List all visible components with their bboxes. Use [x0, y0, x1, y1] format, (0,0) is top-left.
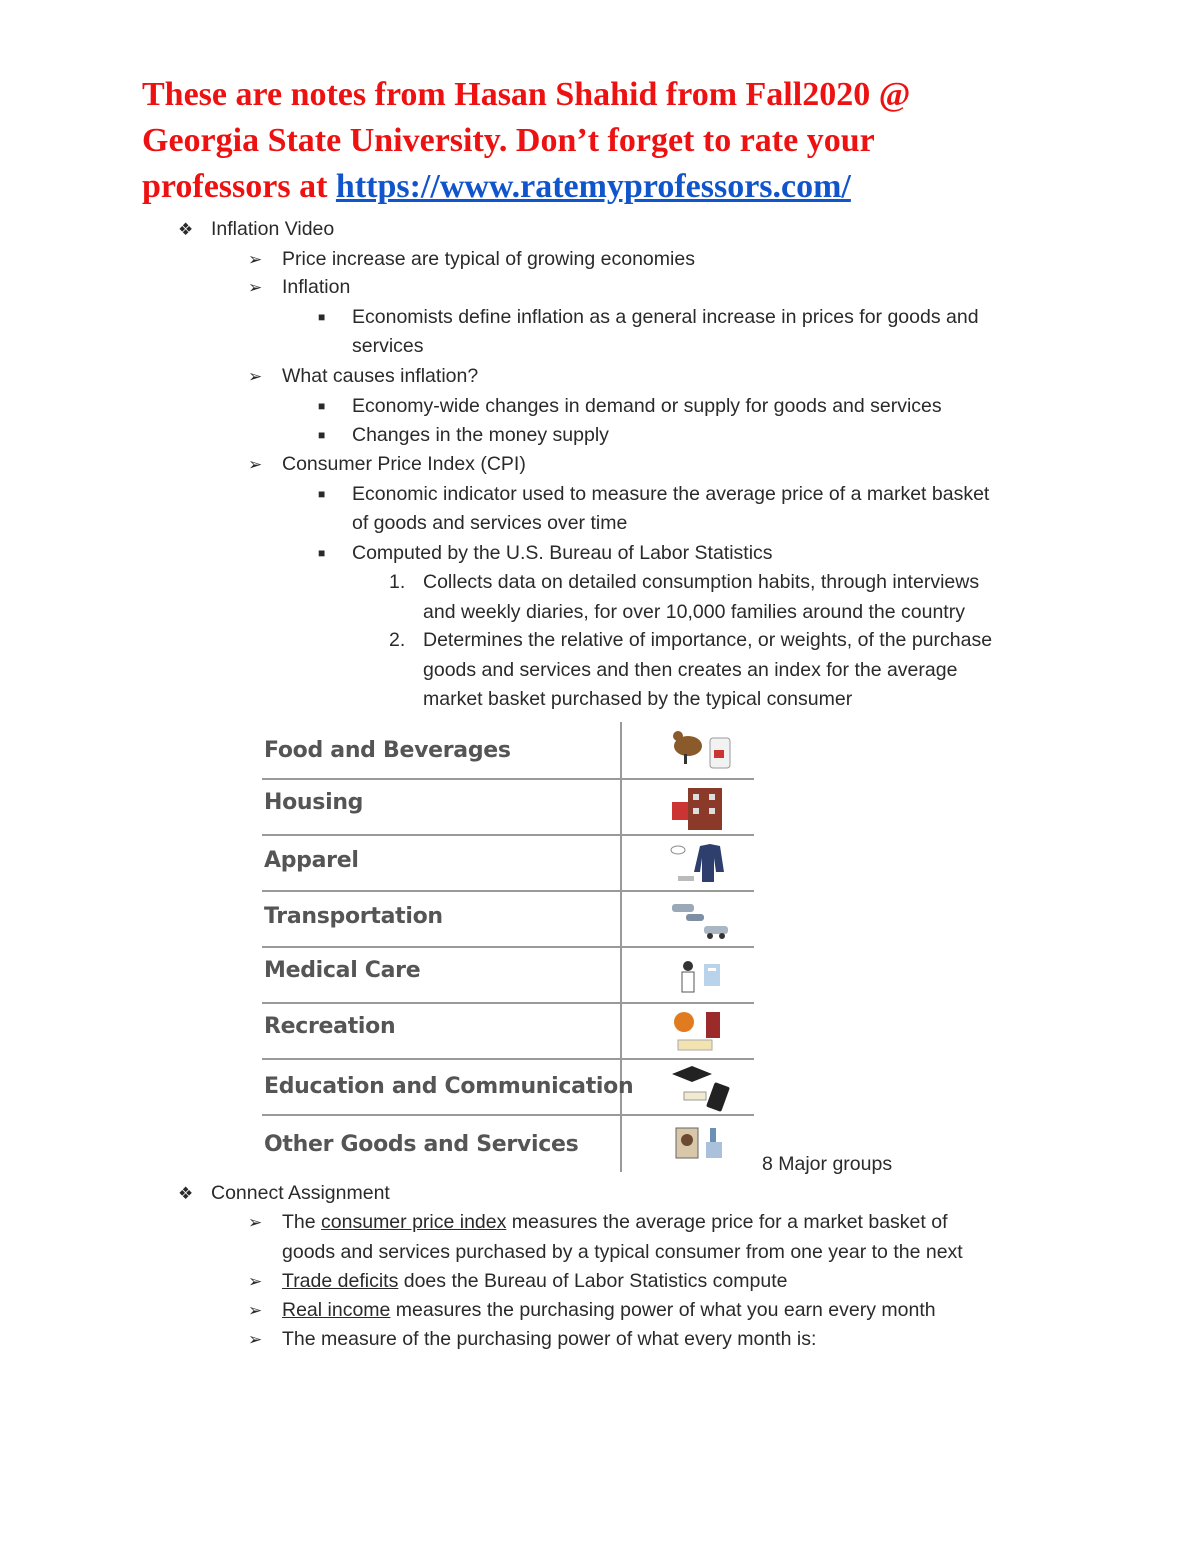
arrow-bullet-icon: ➢	[248, 1301, 263, 1320]
step-2-line-2: goods and services and then creates an index for the average	[423, 659, 958, 681]
step-2-line-1: Determines the relative of importance, or weights, of the purchase	[423, 629, 993, 651]
item-cause-2: Changes in the money supply	[352, 424, 609, 446]
transport-icon	[666, 894, 746, 944]
education-icon	[666, 1064, 746, 1114]
answer-2-post: does the Bureau of Labor Statistics compute	[398, 1270, 788, 1292]
header-line-3-prefix: professors at	[142, 168, 336, 205]
group-label: Transportation	[264, 904, 443, 929]
answer-4: The measure of the purchasing power of what every month is:	[282, 1328, 817, 1350]
arrow-bullet-icon: ➢	[248, 250, 263, 269]
group-label: Medical Care	[264, 958, 421, 983]
item-inflation: Inflation	[282, 276, 351, 298]
group-label: Food and Beverages	[264, 738, 511, 763]
arrow-bullet-icon: ➢	[248, 1330, 263, 1349]
arrow-bullet-icon: ➢	[248, 278, 263, 297]
section-connect-assignment: Connect Assignment	[211, 1182, 390, 1204]
table-row	[258, 892, 754, 948]
square-bullet-icon: ■	[318, 487, 326, 501]
recreation-icon	[666, 1006, 746, 1056]
group-label: Apparel	[264, 848, 359, 873]
section-inflation-video: Inflation Video	[211, 218, 335, 240]
answer-1-post: measures the average price for a market basket of	[506, 1211, 948, 1233]
food-icon	[666, 724, 746, 774]
answer-1-line-1	[282, 1208, 948, 1238]
answer-1-pre: The	[282, 1211, 322, 1233]
diamond-bullet-icon: ❖	[178, 1184, 194, 1203]
arrow-bullet-icon: ➢	[248, 1213, 263, 1232]
answer-1-line-2: goods and services purchased by a typical consumer from one year to the next	[282, 1241, 963, 1263]
group-label: Recreation	[264, 1014, 396, 1039]
item-inflation-definition-1: Economists define inflation as a general increase in prices for goods and	[352, 306, 979, 328]
table-row	[258, 948, 754, 1004]
table-row	[258, 836, 754, 892]
table-row	[258, 1004, 754, 1060]
answer-3-term: Real income	[282, 1299, 391, 1321]
arrow-bullet-icon: ➢	[248, 1272, 263, 1291]
header-line-3	[142, 164, 1042, 210]
ratemyprofessors-link[interactable]: https://www.ratemyprofessors.com/	[335, 168, 851, 205]
square-bullet-icon: ■	[318, 310, 326, 324]
answer-3-post: measures the purchasing power of what you earn every month	[390, 1299, 936, 1321]
medical-icon	[666, 950, 746, 1000]
apparel-icon	[666, 838, 746, 888]
answer-2-term: Trade deficits	[282, 1270, 399, 1292]
item-causes: What causes inflation?	[282, 365, 479, 387]
answer-1-term: consumer price index	[321, 1211, 507, 1233]
other-goods-icon	[666, 1122, 746, 1172]
table-row	[258, 1060, 754, 1116]
step-number-1: 1.	[389, 571, 406, 593]
square-bullet-icon: ■	[318, 428, 326, 442]
table-row	[258, 722, 754, 778]
step-1-line-2: and weekly diaries, for over 10,000 families around the country	[423, 601, 965, 623]
arrow-bullet-icon: ➢	[248, 455, 263, 474]
item-cpi-computed: Computed by the U.S. Bureau of Labor Statistics	[352, 542, 773, 564]
header-line-2: Georgia State University. Don’t forget to rate your	[142, 122, 875, 159]
item-cause-1: Economy-wide changes in demand or supply for goods and services	[352, 395, 942, 417]
header-line-1: These are notes from Hasan Shahid from Fall2020 @	[142, 76, 911, 113]
diamond-bullet-icon: ❖	[178, 220, 194, 239]
arrow-bullet-icon: ➢	[248, 367, 263, 386]
square-bullet-icon: ■	[318, 399, 326, 413]
table-row	[258, 1116, 754, 1172]
group-label: Housing	[264, 790, 364, 815]
square-bullet-icon: ■	[318, 546, 326, 560]
step-1-line-1: Collects data on detailed consumption habits, through interviews	[423, 571, 980, 593]
house-icon	[666, 782, 746, 832]
step-2-line-3: market basket purchased by the typical consumer	[423, 688, 853, 710]
step-number-2: 2.	[389, 629, 406, 651]
group-label: Education and Communication	[264, 1074, 634, 1099]
item-price-increase: Price increase are typical of growing economies	[282, 248, 695, 270]
item-inflation-definition-2: services	[352, 335, 424, 357]
table-row	[258, 780, 754, 836]
answer-3	[282, 1296, 936, 1326]
answer-2	[282, 1267, 787, 1297]
item-cpi-definition-2: of goods and services over time	[352, 512, 628, 534]
major-groups-caption: 8 Major groups	[762, 1153, 893, 1175]
group-label: Other Goods and Services	[264, 1132, 579, 1157]
cpi-groups-table	[258, 722, 754, 1172]
item-cpi: Consumer Price Index (CPI)	[282, 453, 526, 475]
item-cpi-definition-1: Economic indicator used to measure the average price of a market basket	[352, 483, 990, 505]
notes-header	[142, 72, 1042, 210]
